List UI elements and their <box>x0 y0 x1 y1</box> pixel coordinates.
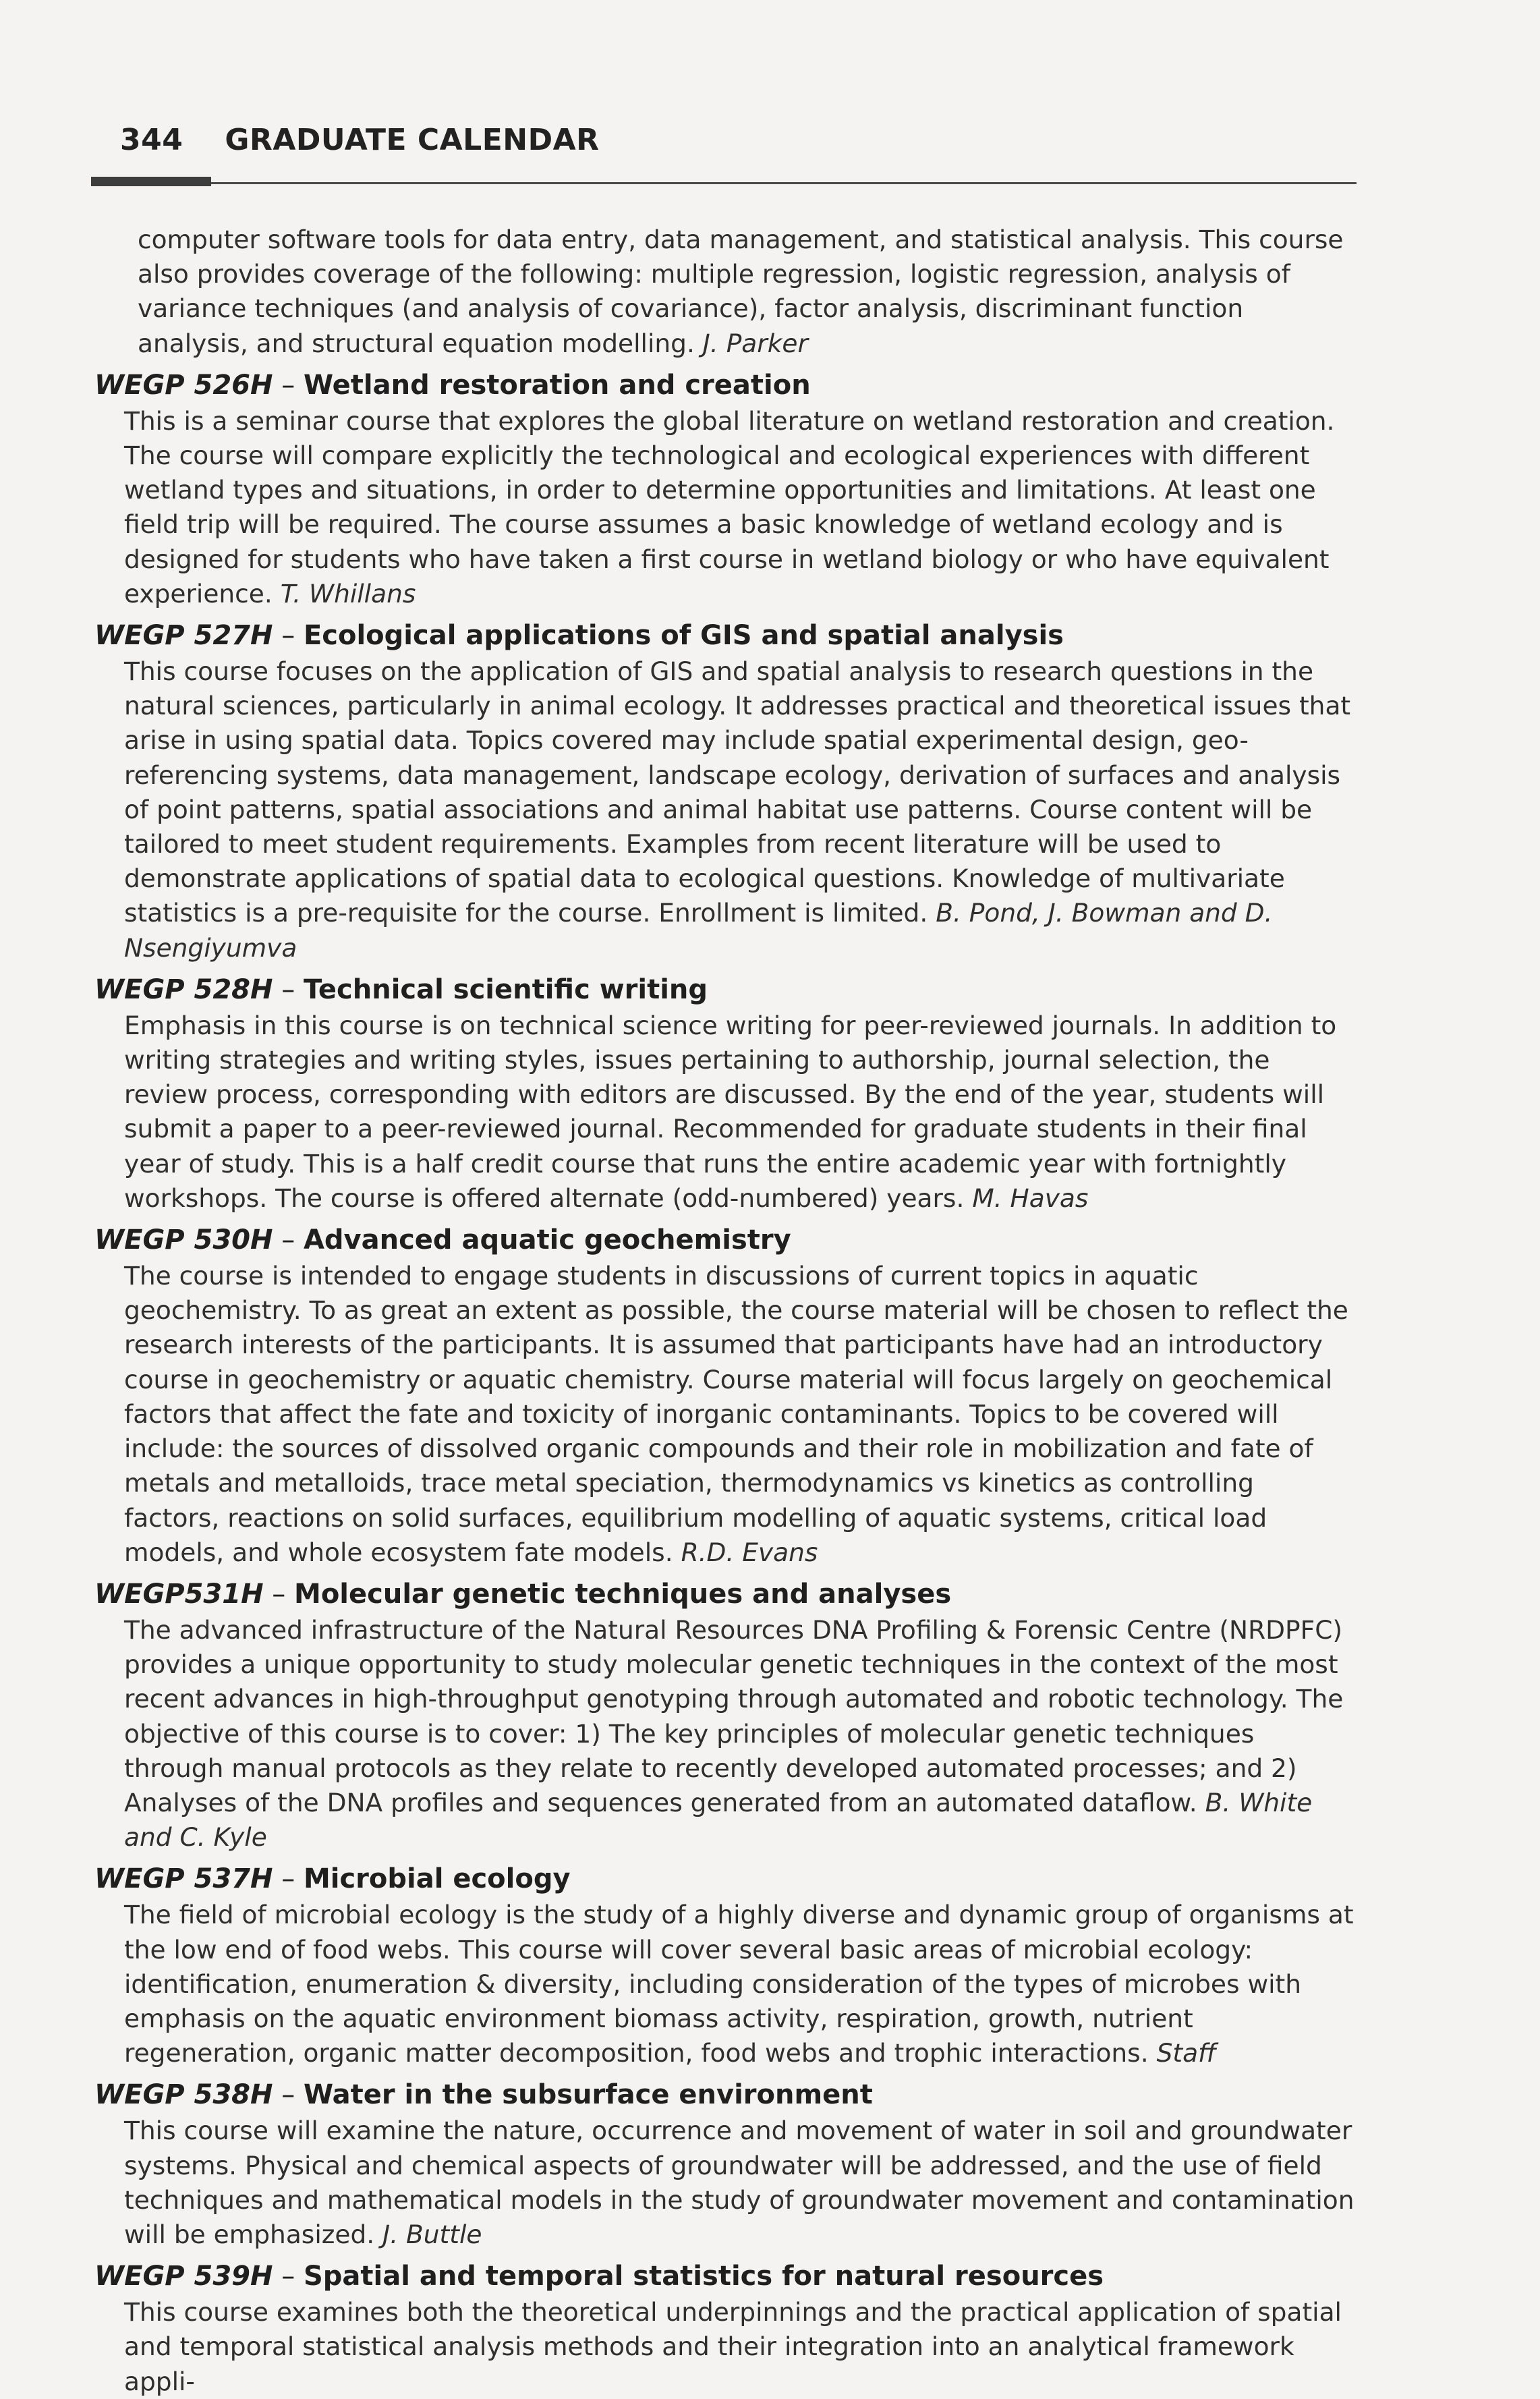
course-code: WEGP 528H <box>94 973 273 1005</box>
course-separator: – <box>273 2079 304 2111</box>
page-header <box>120 123 600 157</box>
course-code: WEGP 530H <box>94 1224 273 1256</box>
course-heading <box>94 1860 1356 1898</box>
course-heading <box>94 617 1356 654</box>
description-text: This course will examine the nature, occurrence and movement of water in soil and groundwater systems. Physical and chemical aspects of groundwater will be addressed, and the use of field techniques and mathematical models in the study of groundwater movement and contamination will be emphasized. <box>124 2116 1354 2249</box>
course-separator: – <box>273 369 304 401</box>
course-separator: – <box>273 620 304 652</box>
instructor: B. White and C. Kyle <box>124 1787 1313 1853</box>
instructor: T. Whillans <box>280 578 416 609</box>
course-heading <box>94 971 1356 1009</box>
course-entry <box>94 1221 1356 1570</box>
course-description <box>124 654 1356 965</box>
description-text: This course examines both the theoretical underpinnings and the practical application of spatial and temporal statistical analysis methods and their integration into an analytical framework appli- <box>124 2297 1342 2396</box>
course-description <box>124 404 1356 611</box>
course-entry <box>94 971 1356 1216</box>
header-rule-accent <box>91 177 211 186</box>
course-entry <box>94 2076 1356 2252</box>
course-separator: – <box>273 2261 304 2292</box>
course-code: WEGP 526H <box>94 369 273 401</box>
course-heading <box>94 2257 1356 2295</box>
course-code: WEGP 538H <box>94 2079 273 2111</box>
course-title: Technical scientific writing <box>303 973 708 1005</box>
course-title: Water in the subsurface environment <box>303 2079 873 2111</box>
course-code: WEGP 537H <box>94 1863 273 1895</box>
header-rule <box>211 182 1357 184</box>
course-title: Wetland restoration and creation <box>303 369 811 401</box>
course-heading <box>94 2076 1356 2114</box>
course-entry <box>94 617 1356 965</box>
course-code: WEGP531H <box>94 1578 264 1610</box>
course-listing <box>94 223 1356 2399</box>
course-separator: – <box>273 973 304 1005</box>
continued-description <box>138 223 1356 361</box>
course-entry <box>94 366 1356 611</box>
course-title: Advanced aquatic geochemistry <box>303 1224 791 1256</box>
description-text: This course focuses on the application of GIS and spatial analysis to research questions in the natural sciences, particularly in animal ecology. It addresses practical and theoretical issues that arise in using spatial data. Topics covered may include spatial experimental design, geo-referencing systems, data management, landscape ecology, derivation of surfaces and analysis of point patterns, spatial associations and animal habitat use patterns. Course content will be tailored to meet student requirements. Examples from recent literature will be used to demonstrate applications of spatial data to ecological questions. Knowledge of multivariate statistics is a pre-requisite for the course. Enrollment is limited. <box>124 656 1351 928</box>
instructor: R.D. Evans <box>681 1537 818 1567</box>
course-title: Molecular genetic techniques and analyses <box>294 1578 952 1610</box>
course-title: Ecological applications of GIS and spatial analysis <box>303 620 1064 652</box>
description-text: The field of microbial ecology is the study of a highly diverse and dynamic group of organisms at the low end of food webs. This course will cover several basic areas of microbial ecology: identification, enumeration & diversity, including consideration of the types of microbes with emphasis on the aquatic environment biomass activity, respiration, growth, nutrient regeneration, organic matter decomposition, food webs and trophic interactions. <box>124 1900 1354 2068</box>
course-code: WEGP 539H <box>94 2261 273 2292</box>
instructor: M. Havas <box>972 1183 1089 1213</box>
course-description <box>124 1009 1356 1216</box>
course-separator: – <box>263 1578 295 1610</box>
description-text: This is a seminar course that explores the global literature on wetland restoration and creation. The course will compare explicitly the technological and ecological experiences with different wetland types and situations, in order to determine opportunities and limitations. At least one field trip will be required. The course assumes a basic knowledge of wetland ecology and is designed for students who have taken a first course in wetland biology or who have equivalent experience. <box>124 405 1335 609</box>
description-text: Emphasis in this course is on technical science writing for peer-reviewed journals. In addition to writing strategies and writing styles, issues pertaining to authorship, journal selection, the review process, corresponding with editors are discussed. By the end of the year, students will submit a paper to a peer-reviewed journal. Recommended for graduate students in their final year of study. This is a half credit course that runs the entire academic year with fortnightly workshops. The course is offered alternate (odd-numbered) years. <box>124 1010 1337 1213</box>
instructor: J. Buttle <box>382 2219 482 2249</box>
running-title: GRADUATE CALENDAR <box>225 123 600 157</box>
course-description <box>124 1613 1356 1855</box>
course-code: WEGP 527H <box>94 620 273 652</box>
course-separator: – <box>273 1224 304 1256</box>
course-separator: – <box>273 1863 304 1895</box>
intro-text: computer software tools for data entry, data management, and statistical analysis. This course also provides coverage of the following: multiple regression, logistic regression, analysis of variance techniques (and analysis of covariance), factor analysis, discriminant function analysis, and structural equation modelling. <box>138 225 1344 358</box>
course-entry <box>94 1860 1356 2070</box>
course-title: Microbial ecology <box>303 1863 571 1895</box>
instructor: B. Pond, J. Bowman and D. Nsengiyumva <box>124 898 1273 963</box>
course-title: Spatial and temporal statistics for natural resources <box>303 2261 1104 2292</box>
course-entry <box>94 2257 1356 2399</box>
course-heading <box>94 1575 1356 1613</box>
course-entry <box>94 1575 1356 1855</box>
page-number: 344 <box>120 123 183 157</box>
course-description <box>124 2114 1356 2252</box>
course-heading <box>94 366 1356 404</box>
description-text: The advanced infrastructure of the Natural Resources DNA Profiling & Forensic Centre (NRDPFC) provides a unique opportunity to study molecular genetic techniques in the context of the most recent advances in high-throughput genotyping through automated and robotic technology. The objective of this course is to cover: 1) The key principles of molecular genetic techniques through manual protocols as they relate to recently developed automated processes; and 2) Analyses of the DNA profiles and sequences generated from an automated dataflow. <box>124 1614 1344 1817</box>
instructor: Staff <box>1156 2038 1217 2068</box>
instructor: J. Parker <box>702 328 808 358</box>
course-description <box>124 2295 1356 2399</box>
course-heading <box>94 1221 1356 1259</box>
course-description <box>124 1898 1356 2070</box>
course-description <box>124 1259 1356 1570</box>
description-text: The course is intended to engage students in discussions of current topics in aquatic geochemistry. To as great an extent as possible, the course material will be chosen to reflect the research interests of the participants. It is assumed that participants have had an introductory course in geochemistry or aquatic chemistry. Course material will focus largely on geochemical factors that affect the fate and toxicity of inorganic contaminants. Topics to be covered will include: the sources of dissolved organic compounds and their role in mobilization and fate of metals and metalloids, trace metal speciation, thermodynamics vs kinetics as controlling factors, reactions on solid surfaces, equilibrium modelling of aquatic systems, critical load models, and whole ecosystem fate models. <box>124 1261 1348 1567</box>
